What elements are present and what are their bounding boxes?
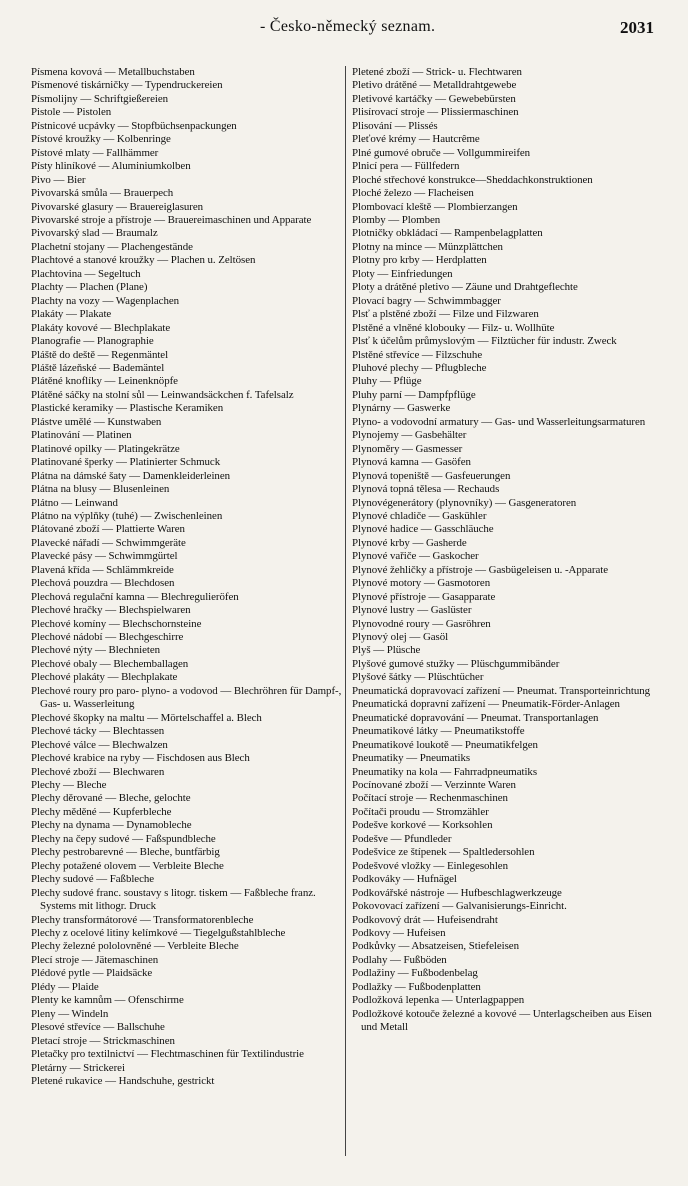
dictionary-entry: Plakáty — Plakate [31, 308, 112, 321]
dictionary-entry: Platinové opilky — Platingekrätze [31, 442, 180, 455]
dictionary-entry: Plechové obaly — Blechemballagen [31, 657, 189, 670]
dictionary-entry: Plachtové a stanové kroužky — Plachen u. Zeltösen [31, 254, 256, 267]
dictionary-entry: Plechy železné pololovněné — Verbleite Bleche [31, 940, 239, 953]
dictionary-entry: Plechové zboží — Blechwaren [31, 765, 165, 778]
dictionary-entry: Plavecké nářadí — Schwimmgeräte [31, 536, 186, 549]
dictionary-entry: Pístnicové ucpávky — Stopfbüchsenpackungen [31, 119, 237, 132]
dictionary-entry: Plechové škopky na maltu — Mörtelschaffel a. Blech [31, 711, 262, 724]
dictionary-entry: Plnicí pera — Füllfedern [352, 160, 460, 173]
dictionary-entry: Plecí stroje — Jätemaschinen [31, 953, 159, 966]
dictionary-entry: Plynové krby — Gasherde [352, 536, 467, 549]
dictionary-entry: Plechové plakáty — Blechplakate [31, 671, 178, 684]
dictionary-entry: Pneumatická dopravní zařízení — Pneumatik-Förder-Anlagen [352, 698, 620, 711]
dictionary-entry: Plastické keramiky — Plastische Keramiken [31, 402, 224, 415]
dictionary-entry: Ploché železo — Flacheisen [352, 187, 474, 200]
dictionary-entry: Pluhové plechy — Pflugbleche [352, 361, 487, 374]
dictionary-entry: Plyš — Plüsche [352, 644, 421, 657]
dictionary-entry: Platinování — Platinen [31, 429, 132, 442]
dictionary-entry: Podešvové vložky — Einlegesohlen [352, 859, 508, 872]
dictionary-entry: Pístové mlaty — Fallhämmer [31, 146, 159, 159]
dictionary-entry: Plynárny — Gaswerke [352, 402, 451, 415]
dictionary-entry: Platinované šperky — Platinierter Schmuck [31, 456, 221, 469]
dictionary-entry: Podlažiny — Fußbodenbelag [352, 967, 478, 980]
dictionary-entry: Plechové nýty — Blechnieten [31, 644, 161, 657]
dictionary-entry: Pneumatikové loukotě — Pneumatikfelgen [352, 738, 538, 751]
dictionary-entry: Plisírovací stroje — Plissiermaschinen [352, 106, 519, 119]
dictionary-entry: Plátna na dámské šaty — Damenkleiderleinen [31, 469, 231, 482]
dictionary-entry: Plechy děrované — Bleche, gelochte [31, 792, 191, 805]
dictionary-entry: Plechy potažené olovem — Verbleite Bleche [31, 859, 224, 872]
dictionary-entry: Pivovarské stroje a přístroje — Brauereimaschinen und Apparate [31, 213, 312, 226]
dictionary-entry: Plavená křída — Schlämmkreide [31, 563, 174, 576]
dictionary-entry: Podložková lepenka — Unterlagpappen [352, 994, 525, 1007]
dictionary-entry: Plyno- a vodovodní armatury — Gas- und Wasserleitungsarmaturen [352, 415, 646, 428]
dictionary-entry: Počítači proudu — Stromzähler [352, 805, 489, 818]
dictionary-entry: Plástve umělé — Kunstwaben [31, 415, 162, 428]
dictionary-entry: Plechy transformátorové — Transformatorenbleche [31, 913, 254, 926]
left-column [31, 66, 349, 1088]
dictionary-entry: Pneumatické dopravování — Pneumat. Transportanlagen [352, 711, 599, 724]
dictionary-entry: Plynová topná tělesa — Rechauds [352, 483, 500, 496]
dictionary-entry: Plechová pouzdra — Blechdosen [31, 577, 175, 590]
dictionary-entry: Plechové válce — Blechwalzen [31, 738, 168, 751]
dictionary-entry: Plynové vařiče — Gaskocher [352, 550, 479, 563]
dictionary-entry: Podešve korkové — Korksohlen [352, 819, 493, 832]
dictionary-entry: Podkovový drát — Hufeisendraht [352, 913, 498, 926]
page-title: - Česko-německý seznam. [260, 18, 436, 35]
dictionary-entry: Plachty — Plachen (Plane) [31, 281, 148, 294]
dictionary-entry: Pivovarské glasury — Brauereiglasuren [31, 200, 204, 213]
dictionary-entry: Ploché střechové konstrukce—Sheddachkonstruktionen [352, 173, 593, 186]
right-column [352, 66, 670, 1035]
dictionary-entry: Plynovégenerátory (plynovníky) — Gasgeneratoren [352, 496, 577, 509]
dictionary-entry: Písty hliníkové — Aluminiumkolben [31, 160, 191, 173]
dictionary-entry: Plstěné a vlněné klobouky — Filz- u. Wollhüte [352, 321, 555, 334]
dictionary-entry: Podlahy — Fußböden [352, 953, 447, 966]
dictionary-entry: Pokovovací zařízení — Galvanisierungs-Einricht. [352, 900, 567, 913]
dictionary-entry: Planografie — Planographie [31, 335, 154, 348]
dictionary-entry: Plomby — Plomben [352, 213, 441, 226]
dictionary-entry: Pneumatikové látky — Pneumatikstoffe [352, 725, 525, 738]
dictionary-entry: Podkůvky — Absatzeisen, Stiefeleisen [352, 940, 519, 953]
dictionary-entry: Plynový olej — Gasöl [352, 631, 449, 644]
dictionary-entry: Plechové komíny — Blechschornsteine [31, 617, 202, 630]
dictionary-entry: Pletené rukavice — Handschuhe, gestrickt [31, 1074, 215, 1087]
dictionary-entry: Plechy na čepy sudové — Faßspundbleche [31, 832, 216, 845]
dictionary-entry: Plynové chladiče — Gaskühler [352, 509, 487, 522]
dictionary-entry: Plynoměry — Gasmesser [352, 442, 463, 455]
dictionary-entry: Pocínované zboží — Verzinnte Waren [352, 779, 516, 792]
dictionary-entry: Ploty a drátěné pletivo — Zäune und Drahtgeflechte [352, 281, 578, 294]
dictionary-entry: Plátno — Leinwand [31, 496, 118, 509]
dictionary-entry: Pletací stroje — Strickmaschinen [31, 1034, 175, 1047]
dictionary-entry: Plynové hadice — Gasschläuche [352, 523, 494, 536]
dictionary-entry: Pláště do deště — Regenmäntel [31, 348, 169, 361]
dictionary-entry: Plechy měděné — Kupferbleche [31, 805, 172, 818]
dictionary-entry: Podkováky — Hufnägel [352, 873, 457, 886]
dictionary-entry: Plachty na vozy — Wagenplachen [31, 294, 180, 307]
dictionary-entry: Plyšové gumové stužky — Plüschgummibänder [352, 657, 560, 670]
dictionary-entry: Plechové nádobí — Blechgeschirre [31, 631, 184, 644]
dictionary-entry: Plyšové šátky — Plüschtücher [352, 671, 484, 684]
dictionary-entry: Pístové kroužky — Kolbenringe [31, 133, 171, 146]
dictionary-entry: Plechy — Bleche [31, 779, 107, 792]
dictionary-entry: Písmenové tiskárničky — Typendruckereien [31, 79, 223, 92]
dictionary-entry: Písmena kovová — Metallbuchstaben [31, 66, 195, 78]
dictionary-entry: Plavecké pásy — Schwimmgürtel [31, 550, 178, 563]
dictionary-entry: Plotny pro krby — Herdplatten [352, 254, 487, 267]
page-number: 2031 [620, 18, 654, 37]
dictionary-entry: Plotničky obkládací — Rampenbelagplatten [352, 227, 543, 240]
dictionary-entry: Plombovací kleště — Plombierzangen [352, 200, 518, 213]
dictionary-entry: Plechová regulační kamna — Blechregulieröfen [31, 590, 239, 603]
dictionary-entry: Pluhy — Pflüge [352, 375, 422, 388]
dictionary-entry: Pivovarská smůla — Brauerpech [31, 187, 174, 200]
dictionary-entry: Plechy na dynama — Dynamobleche [31, 819, 192, 832]
dictionary-entry: Plynovodné roury — Gasröhren [352, 617, 491, 630]
dictionary-entry: Plynová kamna — Gasöfen [352, 456, 471, 469]
dictionary-entry: Plovací bagry — Schwimmbagger [352, 294, 501, 307]
dictionary-entry: Plátna na blusy — Blusenleinen [31, 483, 170, 496]
dictionary-entry: Pletivo drátěné — Metalldrahtgewebe [352, 79, 517, 92]
dictionary-entry: Plachetní stojany — Plachengestände [31, 240, 193, 253]
dictionary-entry: Plynová topeniště — Gasfeuerungen [352, 469, 511, 482]
dictionary-entry: Plátované zboží — Plattierte Waren [31, 523, 185, 536]
dictionary-entry: Plesové střevíce — Ballschuhe [31, 1021, 165, 1034]
dictionary-entry: Podložkové kotouče železné a kovové — Unterlagscheiben aus Eisen und Metall [352, 1007, 652, 1034]
dictionary-entry: Pneumatiky — Pneumatiks [352, 752, 471, 765]
dictionary-entry: Pletačky pro textilnictví — Flechtmaschinen für Textilindustrie [31, 1048, 304, 1061]
dictionary-entry: Plátěné sáčky na stolní sůl — Leinwandsäckchen f. Tafelsalz [31, 388, 294, 401]
dictionary-entry: Plynové žehličky a přístroje — Gasbügeleisen u. -Apparate [352, 563, 609, 576]
dictionary-entry: Pleťové krémy — Hautcrême [352, 133, 480, 146]
dictionary-entry: Plechy z ocelové litiny kelímkové — Tiegelgußstahlbleche [31, 927, 286, 939]
dictionary-entry: Písmolijny — Schriftgießereien [31, 92, 169, 105]
dictionary-entry: Pivo — Bier [31, 173, 86, 186]
dictionary-entry: Plechy sudové — Faßbleche [31, 873, 155, 886]
dictionary-entry: Plotny na mince — Münzplättchen [352, 240, 503, 253]
dictionary-entry: Plné gumové obruče — Vollgummireifen [352, 146, 531, 159]
dictionary-entry: Podlažky — Fußbodenplatten [352, 980, 481, 993]
dictionary-entry: Plédy — Plaide [31, 980, 99, 993]
page-header [0, 18, 688, 48]
dictionary-entry: Pláště lázeňské — Bademäntel [31, 361, 165, 374]
dictionary-entry: Plechy sudové franc. soustavy s litogr. tiskem — Faßbleche franz. Systems mit lithogr. Druck [31, 886, 316, 913]
dictionary-entry: Pneumatiky na kola — Fahrradpneumatiks [352, 765, 538, 778]
dictionary-entry: Plstěné střevíce — Filzschuhe [352, 348, 483, 361]
dictionary-entry: Plakáty kovové — Blechplakate [31, 321, 171, 334]
dictionary-entry: Pistole — Pistolen [31, 106, 112, 119]
dictionary-entry: Plynové přístroje — Gasapparate [352, 590, 496, 603]
column-divider [345, 66, 346, 1156]
dictionary-entry: Pletárny — Strickerei [31, 1061, 125, 1074]
dictionary-entry: Plechové tácky — Blechtassen [31, 725, 165, 738]
dictionary-entry: Plátěné knoflíky — Leinenknöpfe [31, 375, 178, 388]
dictionary-entry: Pneumatická dopravovací zařízení — Pneumat. Transporteinrichtung [352, 684, 651, 697]
dictionary-entry: Podešvice ze štípenek — Spaltledersohlen [352, 846, 535, 859]
dictionary-entry: Pivovarský slad — Braumalz [31, 227, 158, 240]
dictionary-entry: Plédové pytle — Plaidsäcke [31, 967, 153, 980]
dictionary-entry: Plsť k účelům průmyslovým — Filztücher für industr. Zweck [352, 335, 617, 348]
dictionary-entry: Pleny — Windeln [31, 1007, 109, 1020]
dictionary-entry: Pletené zboží — Strick- u. Flechtwaren [352, 66, 522, 78]
dictionary-entry: Plachtovina — Segeltuch [31, 267, 141, 280]
dictionary-entry: Pletivové kartáčky — Gewebebürsten [352, 92, 516, 105]
dictionary-entry: Plynové lustry — Gaslüster [352, 604, 472, 617]
dictionary-entry: Plsť a plstěné zboží — Filze und Filzwaren [352, 308, 539, 321]
dictionary-entry: Pluhy parní — Dampfpflüge [352, 388, 476, 401]
dictionary-entry: Ploty — Einfriedungen [352, 267, 453, 280]
dictionary-entry: Počítací stroje — Rechenmaschinen [352, 792, 508, 805]
dictionary-entry: Plechové hračky — Blechspielwaren [31, 604, 191, 617]
dictionary-entry: Plisování — Plissés [352, 119, 438, 132]
dictionary-entry: Plátno na výplňky (tuhé) — Zwischenleinen [31, 509, 223, 522]
dictionary-entry: Plenty ke kamnům — Ofenschirme [31, 994, 184, 1007]
dictionary-entry: Plechové roury pro paro- plyno- a vodovod — Blechröhren für Dampf-, Gas- u. Wasserleitung [31, 684, 342, 711]
dictionary-entry: Plechy pestrobarevné — Bleche, buntfärbig [31, 846, 220, 859]
dictionary-entry: Plynové motory — Gasmotoren [352, 577, 491, 590]
dictionary-entry: Plynojemy — Gasbehälter [352, 429, 467, 442]
dictionary-entry: Podkovy — Hufeisen [352, 927, 446, 939]
dictionary-entry: Plechové krabice na ryby — Fischdosen aus Blech [31, 752, 250, 765]
dictionary-entry: Podkovářské nástroje — Hufbeschlagwerkzeuge [352, 886, 562, 899]
dictionary-entry: Podešve — Pfundleder [352, 832, 452, 845]
